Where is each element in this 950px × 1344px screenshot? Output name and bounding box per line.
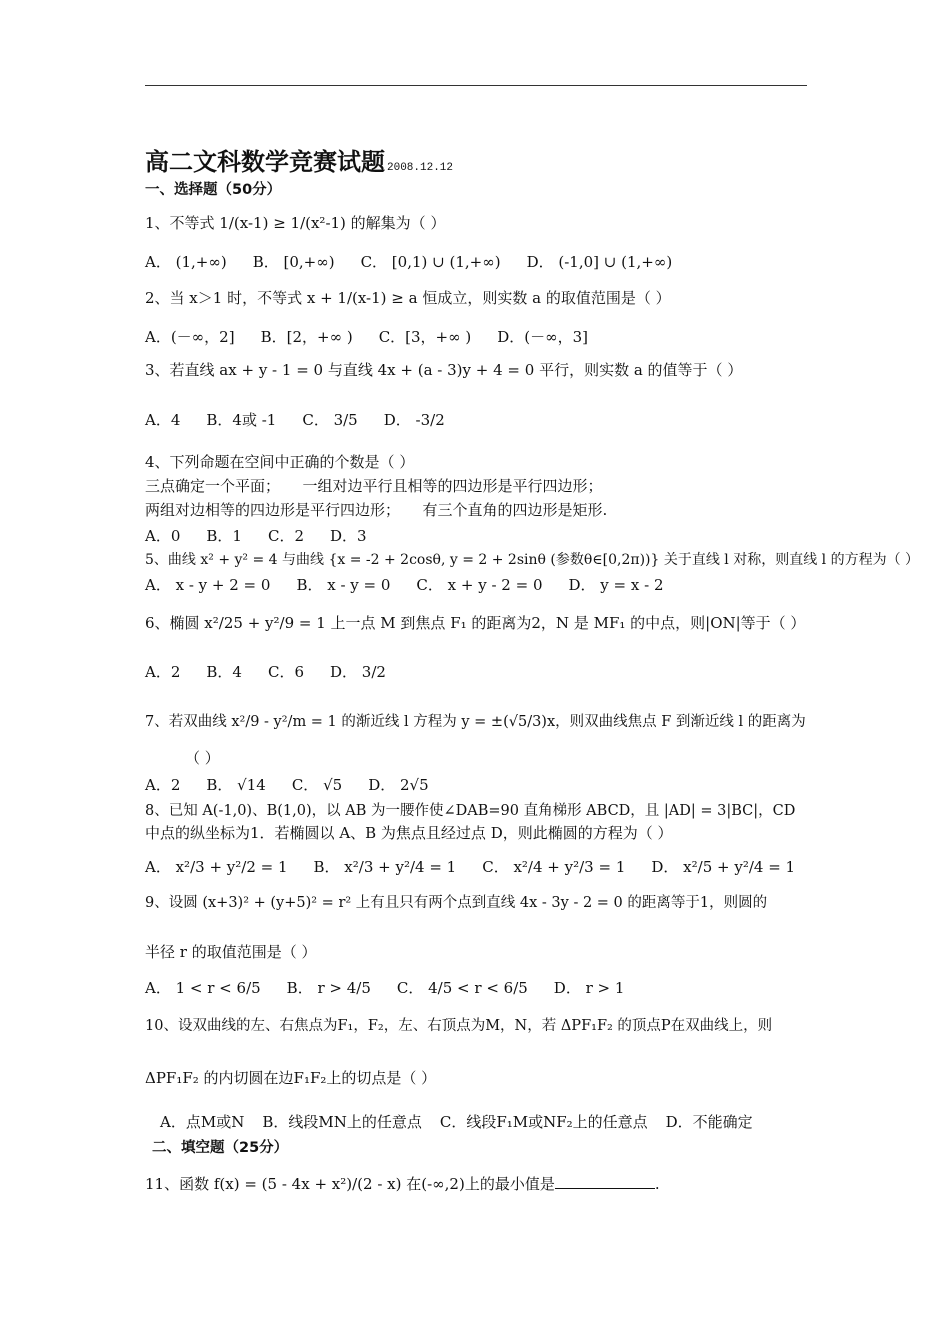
header-rule (145, 85, 807, 86)
q7-option-b: B． √14 (206, 776, 266, 794)
q4-option-a: A．0 (145, 527, 181, 545)
q10-option-d: D．不能确定 (665, 1113, 753, 1131)
question-10-options (160, 1112, 810, 1132)
section-fill-heading: 二、填空题（25分） (152, 1140, 289, 1156)
q7-option-d: D． 2√5 (368, 776, 429, 794)
answer-blank (555, 1174, 655, 1189)
q8-option-b: B． x²/3 + y²/4 = 1 (313, 858, 457, 876)
q5-option-b: B． x - y = 0 (296, 576, 391, 594)
question-6-stem: 6、椭圆 x²/25 + y²/9 = 1 上一点 M 到焦点 F₁ 的距离为2，N 是 MF₁ 的中点，则|ON|等于（ ） (145, 614, 806, 632)
question-3-options (145, 410, 810, 430)
q1-option-c: C． [0,1) ∪ (1,+∞) (360, 253, 501, 271)
exam-title: 高二文科数学竞赛试题 (145, 148, 385, 176)
q9-option-d: D． r > 1 (553, 979, 625, 997)
section-choice-heading: 一、选择题（50分） (145, 182, 282, 198)
q1-option-d: D． (-1,0] ∪ (1,+∞) (526, 253, 673, 271)
q5-option-a: A． x - y + 2 = 0 (145, 576, 271, 594)
q8-option-d: D． x²/5 + y²/4 = 1 (651, 858, 796, 876)
q3-option-d: D． -3/2 (383, 411, 445, 429)
question-5-stem: 5、曲线 x² + y² = 4 与曲线 {x = -2 + 2cosθ, y = 2 + 2sinθ (参数θ∈[0,2π))} 关于直线 l 对称，则直线 l 的方程为（ ） (145, 552, 920, 568)
question-9-line2: 半径 r 的取值范围是（ ） (145, 943, 317, 961)
question-6-options (145, 662, 810, 682)
q7-option-a: A．2 (145, 776, 181, 794)
q6-option-d: D． 3/2 (330, 663, 386, 681)
question-3-stem: 3、若直线 ax + y - 1 = 0 与直线 4x + (a - 3)y + 4 = 0 平行，则实数 a 的值等于（ ） (145, 361, 743, 379)
q10-option-c: C．线段F₁M或NF₂上的任意点 (439, 1113, 648, 1131)
q10-option-a: A．点M或N (160, 1113, 245, 1131)
q3-option-c: C． 3/5 (302, 411, 358, 429)
question-4-options (145, 526, 810, 546)
q4-option-c: C．2 (267, 527, 304, 545)
q8-option-a: A． x²/3 + y²/2 = 1 (145, 858, 288, 876)
question-4-line2: 两组对边相等的四边形是平行四边形； 有三个直角的四边形是矩形. (145, 501, 608, 519)
q4-option-d: D．3 (330, 527, 367, 545)
question-1-options (145, 252, 810, 272)
page-title (145, 142, 453, 177)
question-7-stem: 7、若双曲线 x²/9 - y²/m = 1 的渐近线 l 方程为 y = ±(√5/3)x，则双曲线焦点 F 到渐近线 l 的距离为 (145, 714, 806, 730)
q6-option-b: B．4 (206, 663, 242, 681)
question-7-paren: （ ） (185, 749, 220, 767)
question-2-stem: 2、当 x＞1 时，不等式 x + 1/(x-1) ≥ a 恒成立，则实数 a 的取值范围是（ ） (145, 289, 671, 307)
q9-option-a: A． 1 < r < 6/5 (145, 979, 261, 997)
q2-option-b: B．[2，+∞ ) (260, 328, 353, 346)
q6-option-a: A．2 (145, 663, 181, 681)
question-8-options (145, 857, 810, 877)
question-5-options (145, 575, 810, 595)
q2-option-a: A．(－∞，2] (145, 328, 235, 346)
question-4-stem: 4、下列命题在空间中正确的个数是（ ） (145, 453, 415, 471)
question-2-options (145, 327, 810, 347)
q9-option-b: B． r > 4/5 (286, 979, 371, 997)
question-7-options (145, 775, 810, 795)
question-8-line2: 中点的纵坐标为1．若椭圆以 A、B 为焦点且经过点 D，则此椭圆的方程为（ ） (145, 824, 673, 842)
q2-option-d: D．(－∞，3] (497, 328, 589, 346)
q7-option-c: C． √5 (291, 776, 343, 794)
q9-option-c: C． 4/5 < r < 6/5 (396, 979, 528, 997)
question-9-options (145, 978, 810, 998)
question-11-stem: 11、函数 f(x) = (5 - 4x + x²)/(2 - x) 在(-∞,2)上的最小值是 (145, 1175, 555, 1193)
question-4-line1: 三点确定一个平面； 一组对边平行且相等的四边形是平行四边形； (145, 477, 603, 495)
q10-option-b: B．线段MN上的任意点 (262, 1113, 422, 1131)
q3-option-a: A．4 (145, 411, 181, 429)
exam-date: 2008.12.12 (387, 162, 454, 174)
q3-option-b: B．4或 -1 (206, 411, 277, 429)
question-9-line1: 9、设圆 (x+3)² + (y+5)² = r² 上有且只有两个点到直线 4x - 3y - 2 = 0 的距离等于1，则圆的 (145, 895, 768, 911)
q2-option-c: C．[3，+∞ ) (378, 328, 472, 346)
q4-option-b: B．1 (206, 527, 242, 545)
q1-option-a: A． (1,+∞) (145, 253, 227, 271)
q5-option-d: D． y = x - 2 (568, 576, 664, 594)
question-1-stem: 1、不等式 1/(x-1) ≥ 1/(x²-1) 的解集为（ ） (145, 214, 446, 232)
question-8-line1: 8、已知 A(-1,0)、B(1,0)，以 AB 为一腰作使∠DAB=90 直角梯形 ABCD，且 |AD| = 3|BC|，CD (145, 803, 796, 819)
question-10-line1: 10、设双曲线的左、右焦点为F₁，F₂，左、右顶点为M，N，若 ΔPF₁F₂ 的顶点P在双曲线上，则 (145, 1018, 773, 1034)
question-10-line2: ΔPF₁F₂ 的内切圆在边F₁F₂上的切点是（ ） (145, 1069, 437, 1087)
q5-option-c: C． x + y - 2 = 0 (416, 576, 543, 594)
question-11-end: . (654, 1175, 660, 1193)
q8-option-c: C． x²/4 + y²/3 = 1 (482, 858, 626, 876)
q1-option-b: B． [0,+∞) (252, 253, 335, 271)
question-11 (145, 1174, 810, 1194)
q6-option-c: C．6 (267, 663, 304, 681)
